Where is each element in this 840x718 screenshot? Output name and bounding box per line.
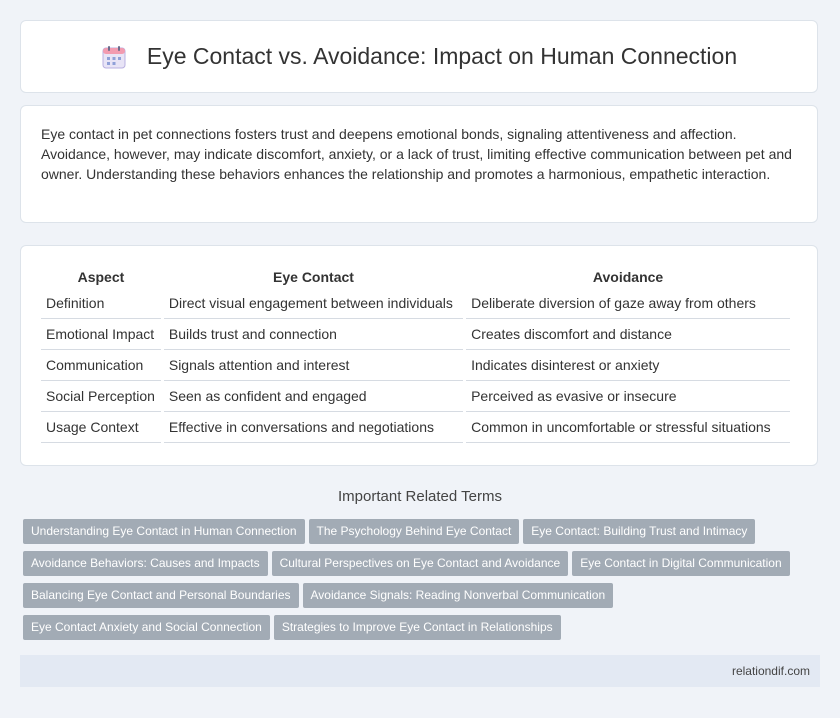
footer-site-link[interactable]: relationdif.com: [731, 664, 810, 678]
related-term-tag[interactable]: The Psychology Behind Eye Contact: [309, 519, 520, 544]
table-cell: Deliberate diversion of gaze away from others: [466, 288, 790, 319]
table-cell: Social Perception: [41, 381, 161, 412]
related-term-tag[interactable]: Eye Contact: Building Trust and Intimacy: [523, 519, 755, 544]
header-aspect: Aspect: [77, 269, 125, 285]
page-title: Eye Contact vs. Avoidance: Impact on Human Connection: [146, 43, 738, 69]
table-cell: Perceived as evasive or insecure: [466, 381, 790, 412]
table-cell: Effective in conversations and negotiations: [164, 412, 463, 443]
table-row: [41, 350, 790, 381]
table-row: [41, 288, 790, 319]
intro-paragraph: Eye contact in pet connections fosters trust and deepens emotional bonds, signaling attentiveness and affection. Avoidance, however, may indicate discomfort, anxiety, or a lack of trust, limiting effective communication between pet and owner. Understanding these behaviors enhances the relationship and promotes a harmonious, empathetic interaction.: [41, 126, 792, 182]
table-cell: Common in uncomfortable or stressful situations: [466, 412, 790, 443]
title-card: [20, 20, 818, 93]
related-term-tag[interactable]: Eye Contact in Digital Communication: [572, 551, 789, 576]
table-cell: Seen as confident and engaged: [164, 381, 463, 412]
table-row: [41, 412, 790, 443]
table-cell: Definition: [41, 288, 161, 319]
intro-card: [20, 105, 818, 223]
comparison-card: [20, 245, 818, 466]
related-term-tag[interactable]: Avoidance Behaviors: Causes and Impacts: [23, 551, 268, 576]
related-term-tag[interactable]: Eye Contact Anxiety and Social Connection: [23, 615, 270, 640]
table-cell: Communication: [41, 350, 161, 381]
table-row: [41, 319, 790, 350]
related-term-tag[interactable]: Balancing Eye Contact and Personal Boundaries: [23, 583, 299, 608]
related-term-tag[interactable]: Strategies to Improve Eye Contact in Relationships: [274, 615, 561, 640]
table-cell: Indicates disinterest or anxiety: [466, 350, 790, 381]
table-cell: Direct visual engagement between individuals: [164, 288, 463, 319]
table-cell: Creates discomfort and distance: [466, 319, 790, 350]
header-eye-contact: Eye Contact: [273, 269, 354, 285]
related-term-tag[interactable]: Cultural Perspectives on Eye Contact and Avoidance: [272, 551, 569, 576]
table-cell: Builds trust and connection: [164, 319, 463, 350]
related-terms-title: Important Related Terms: [338, 488, 502, 505]
table-header-row: [41, 266, 790, 288]
related-term-tag[interactable]: Avoidance Signals: Reading Nonverbal Communication: [303, 583, 614, 608]
header-avoidance: Avoidance: [592, 269, 664, 285]
footer: [20, 655, 820, 687]
table-cell: Emotional Impact: [41, 319, 161, 350]
comparison-table: [38, 266, 793, 443]
table-cell: Signals attention and interest: [164, 350, 463, 381]
table-cell: Usage Context: [41, 412, 161, 443]
related-term-tag[interactable]: Understanding Eye Contact in Human Connection: [23, 519, 305, 544]
table-row: [41, 381, 790, 412]
calendar-icon: [101, 44, 127, 70]
related-terms-list: [23, 519, 823, 647]
